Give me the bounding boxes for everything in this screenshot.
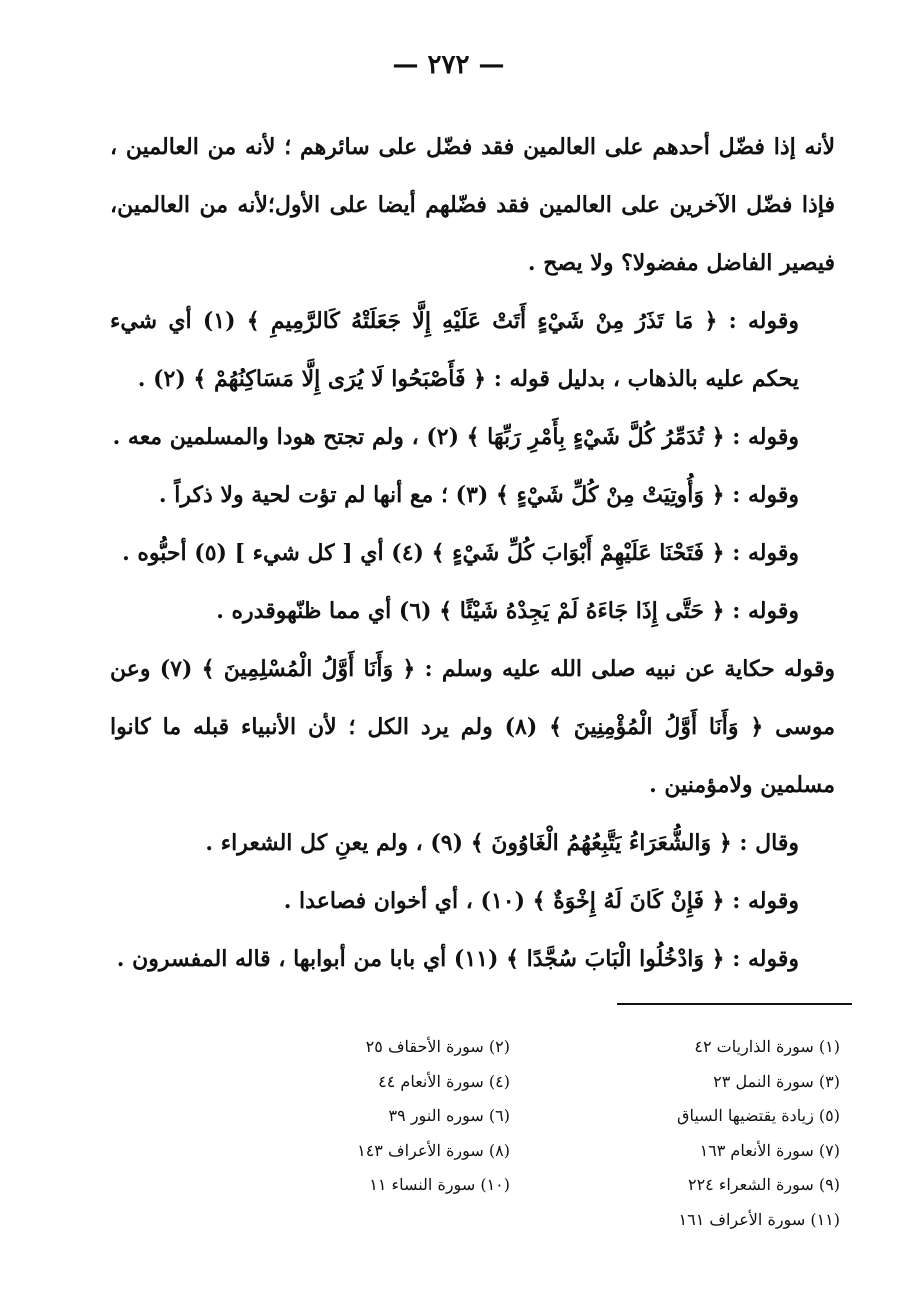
footnote: (١١) سورة الأعراف ١٦١ xyxy=(678,1209,840,1229)
footnote: (٦) سوره النور ٣٩ xyxy=(388,1106,510,1125)
footnote: (٢) سورة الأحقاف ٢٥ xyxy=(365,1037,510,1056)
paragraph: وقوله : ﴿ وَأُوتِيَتْ مِنْ كُلِّ شَيْءٍ ﴾ (٣) ؛ مع أنها لم تؤت لحية ولا ذكراً . xyxy=(158,482,799,508)
paragraph: وقوله : ﴿ وَادْخُلُوا الْبَابَ سُجَّدًا ﴾ (١١) أي بابا من أبوابها ، قاله المفسرون . xyxy=(116,946,799,972)
footnote: (٩) سورة الشعراء ٢٢٤ xyxy=(687,1175,840,1194)
paragraph: وقال : ﴿ وَالشُّعَرَاءُ يَتَّبِعُهُمُ الْغَاوُونَ ﴾ (٩) ، ولم يعنِ كل الشعراء . xyxy=(205,830,799,856)
main-text xyxy=(110,118,835,988)
paragraph: وقوله : ﴿ فَإِنْ كَانَ لَهُ إِخْوَةٌ ﴾ (١٠) ، أي أخوان فصاعدا . xyxy=(283,888,799,914)
footnote: (٨) سورة الأعراف ١٤٣ xyxy=(357,1140,510,1160)
paragraph: وقوله : ﴿ مَا تَذَرُ مِنْ شَيْءٍ أَتَتْ عَلَيْهِ إِلَّا جَعَلَتْهُ كَالرَّمِيمِ ﴾ (١) أي شيء يحكم عليه بالذهاب ، بدليل قوله : ﴿ فَأَصْبَحُوا لَا يُرَى إِلَّا مَسَاكِنُهُمْ ﴾ (٢) . xyxy=(110,308,799,392)
paragraph: لأنه إذا فضّل أحدهم على العالمين فقد فضّل على سائرهم ؛ لأنه من العالمين ، فإذا فضّل الآخرين على العالمين فقد فضّلهم أيضا على الأول؛لأنه من العالمين، فيصير الفاضل مفضولا؟ ولا يصح . xyxy=(110,134,835,276)
footnote: (١٠) سورة النساء ١١ xyxy=(369,1175,510,1194)
paragraph: وقوله : ﴿ فَتَحْنَا عَلَيْهِمْ أَبْوَابَ كُلِّ شَيْءٍ ﴾ (٤) أي [ كل شيء ] (٥) أحبُّوه . xyxy=(122,540,799,566)
footnote: (٧) سورة الأنعام ١٦٣ xyxy=(699,1140,840,1160)
footnote: (٤) سورة الأنعام ٤٤ xyxy=(378,1071,510,1091)
page-number: — ٢٧٢ — xyxy=(392,50,505,80)
footnotes-left-column xyxy=(280,1030,510,1203)
paragraph: وقوله : ﴿ تُدَمِّرُ كُلَّ شَيْءٍ بِأَمْرِ رَبِّهَا ﴾ (٢) ، ولم تجتح هودا والمسلمين معه . xyxy=(112,424,799,450)
paragraph: وقوله حكاية عن نبيه صلى الله عليه وسلم : ﴿ وَأَنَا أَوَّلُ الْمُسْلِمِينَ ﴾ (٧) وعن موسى ﴿ وَأَنَا أَوَّلُ الْمُؤْمِنِينَ ﴾ (٨) ولم يرد الكل ؛ لأن الأنبياء قبله ما كانوا مسلمين ولامؤمنين . xyxy=(110,656,835,798)
footnotes-right-column xyxy=(610,1030,840,1237)
paragraph: وقوله : ﴿ حَتَّى إِذَا جَاءَهُ لَمْ يَجِدْهُ شَيْئًا ﴾ (٦) أي مما ظنّهوقدره . xyxy=(216,598,799,624)
footnote: (٥) زيادة يقتضيها السياق xyxy=(677,1106,840,1125)
footnote: (١) سورة الذاريات ٤٢ xyxy=(694,1037,840,1056)
footnote: (٣) سورة النمل ٢٣ xyxy=(713,1071,840,1091)
footnote-divider xyxy=(617,1003,852,1005)
